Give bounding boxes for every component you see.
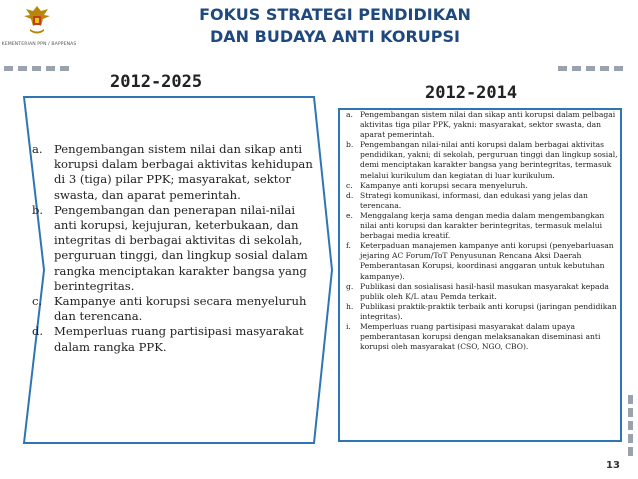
list-item (342, 181, 620, 191)
garuda-emblem-icon (22, 4, 52, 38)
list-marker: d. (32, 324, 44, 339)
list-item-text: Kampanye anti korupsi secara menyeluruh dan terencana. (54, 294, 307, 324)
list-item (32, 203, 317, 294)
decorative-dots-right (558, 66, 628, 71)
decorative-dots-vertical (628, 395, 633, 460)
title-line-2: DAN BUDAYA ANTI KORUPSI (210, 27, 460, 46)
list-item-text: Memperluas ruang partisipasi masyarakat dalam rangka PPK. (54, 324, 304, 354)
list-marker: a. (32, 142, 43, 156)
list-item (32, 142, 317, 203)
title-line-1: FOKUS STRATEGI PENDIDIKAN (199, 5, 471, 24)
list-item-text: Kampanye anti korupsi secara menyeluruh. (360, 180, 528, 190)
page-title (150, 4, 520, 48)
list-item-text: Pengembangan sistem nilai dan sikap anti korupsi dalam pelbagai aktivitas tiga pilar PPK, yakni: masyarakat, sektor swasta, dan aparat pemerintah. (360, 110, 616, 140)
list-item (342, 211, 620, 241)
list-marker: c. (346, 180, 353, 190)
list-item (342, 302, 620, 322)
list-item (32, 294, 317, 324)
list-item-text: Menggalang kerja sama dengan media dalam mengembangkan nilai anti korupsi dan karakter berintegritas, termasuk melalui berbagai media kreatif. (360, 210, 605, 241)
list-marker: h. (346, 301, 354, 311)
list-marker: c. (32, 294, 43, 309)
list-item (342, 140, 620, 180)
list-marker: i. (346, 321, 351, 331)
decorative-dots-left (4, 66, 74, 71)
list-item-text: Strategi komunikasi, informasi, dan edukasi yang jelas dan terencana. (360, 190, 588, 210)
list-item (342, 110, 620, 140)
list-item-text: Pengembangan nilai-nilai anti korupsi dalam berbagai aktivitas pendidikan, yakni; di sekolah, perguruan tinggi dan lingkup sosial, demi menciptakan karakter bangsa yang berintegritas, termasuk melalui kurikulum dan kegiatan di luar kurikulum. (360, 140, 618, 180)
list-marker: g. (346, 281, 354, 291)
list-marker: e. (346, 210, 353, 220)
list-marker: b. (32, 202, 44, 217)
period-heading-left: 2012-2025 (110, 72, 203, 92)
list-item (342, 241, 620, 281)
list-item-text: Memperluas ruang partisipasi masyarakat dalam upaya pemberantasan korupsi dengan melaksanakan diseminasi anti korupsi oleh masyarakat (CSO, NGO, CBO). (360, 321, 601, 352)
list-item-text: Publikasi praktik-praktik terbaik anti korupsi (jaringan pendidikan integritas). (360, 301, 617, 321)
list-item-text: Keterpaduan manajemen kampanye anti korupsi (penyebarluasan jejaring AC Forum/ToT Penyusunan Rencana Aksi Daerah Pemberantasan Korupsi, koordinasi anggaran untuk kebutuhan kampanye). (360, 241, 614, 281)
ministry-label: KEMENTERIAN PPN / BAPPENAS (1, 42, 77, 47)
list-item (342, 322, 620, 352)
period-heading-right: 2012-2014 (425, 83, 518, 103)
list-item (342, 191, 620, 211)
page-number: 13 (606, 460, 620, 471)
list-item-text: Publikasi dan sosialisasi hasil-hasil masukan masyarakat kepada publik oleh K/L atau Pemda terkait. (360, 281, 609, 301)
list-marker: f. (346, 241, 351, 251)
list-marker: b. (346, 140, 354, 150)
left-strategy-list (32, 142, 317, 355)
list-item (32, 324, 317, 354)
list-item (342, 282, 620, 302)
list-item-text: Pengembangan dan penerapan nilai-nilai anti korupsi, kejujuran, keterbukaan, dan integritas di berbagai aktivitas di sekolah, perguruan tinggi, dan lingkup sosial dalam rangka menciptakan karakter bangsa yang berintegritas. (54, 202, 308, 293)
list-marker: d. (346, 190, 354, 200)
list-item-text: Pengembangan sistem nilai dan sikap anti korupsi dalam berbagai aktivitas kehidupan di 3 (tiga) pilar PPK; masyarakat, sektor swasta, dan aparat pemerintah. (54, 142, 313, 202)
list-marker: a. (346, 110, 353, 119)
right-strategy-list (342, 110, 620, 352)
